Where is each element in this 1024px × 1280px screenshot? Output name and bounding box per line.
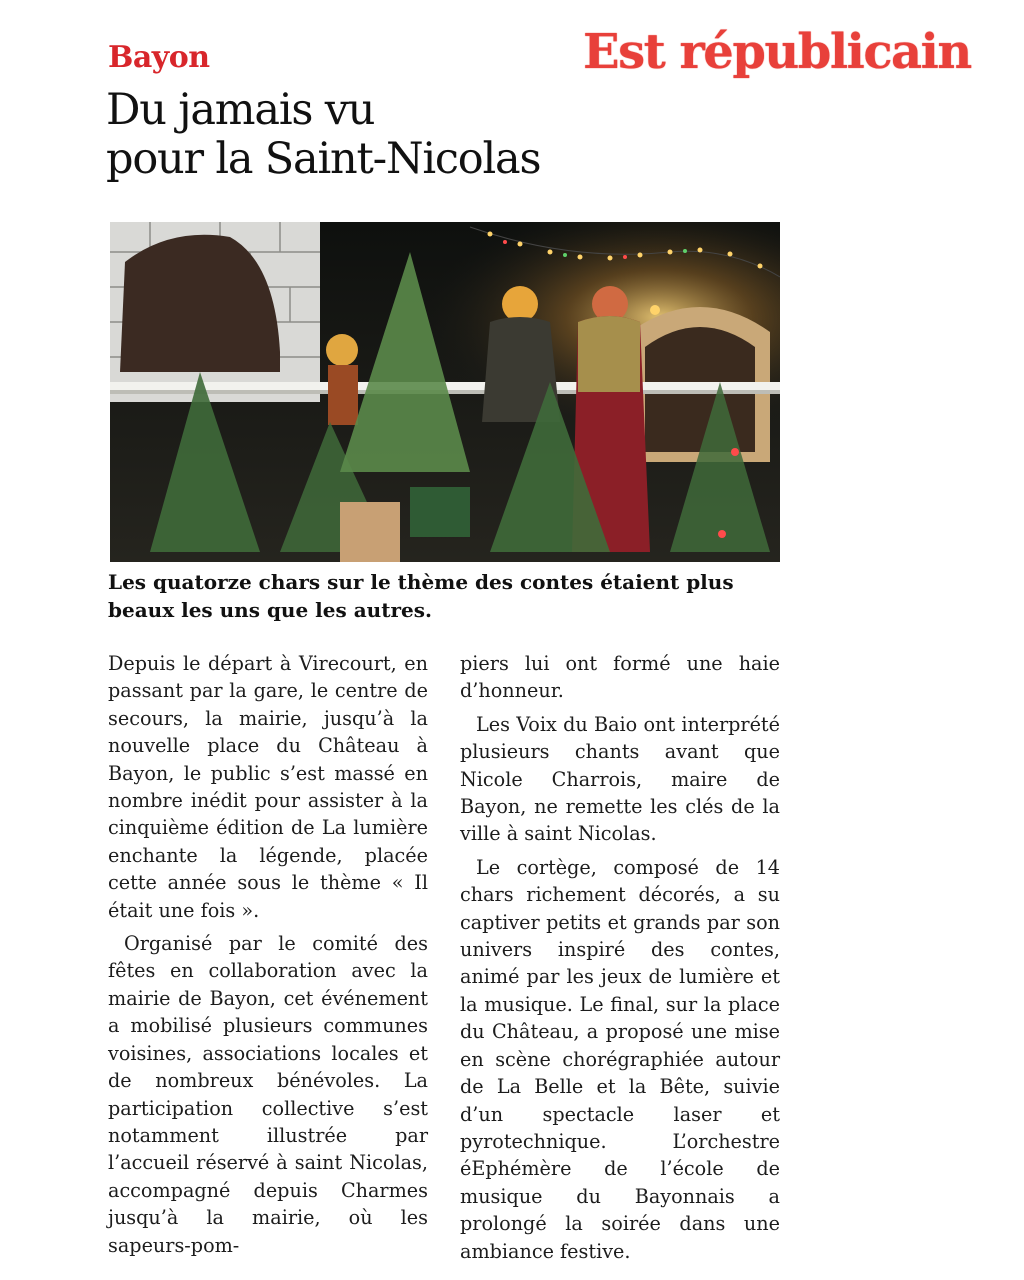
section-kicker: Bayon bbox=[108, 40, 210, 75]
article-column-left bbox=[108, 650, 428, 1265]
article-paragraph: Depuis le départ à Virecourt, en passant par la gare, le centre de secours, la mairie, jusqu’à la nouvelle place du Château à Bayon, le public s’est massé en nombre inédit pour assister à la cinquième édition de La lumière enchante la légende, placée cette année sous le thème « Il était une fois ». bbox=[108, 652, 428, 922]
article-photo bbox=[110, 222, 780, 562]
article-column-right bbox=[460, 650, 780, 1271]
headline bbox=[106, 86, 806, 184]
article-paragraph: Le cortège, composé de 14 chars richement décorés, a su captiver petits et grands par son univers inspiré des contes, animé par les jeux de lumière et la musique. Le final, sur la place du Château, a proposé une mise en scène chorégraphiée autour de La Belle et la Bête, suivie d’un spectacle laser et pyrotechnique. L’orchestre éEphémère de l’école de musique du Bayonnais a prolongé la soirée dans une ambiance festive. bbox=[460, 855, 780, 1263]
article-paragraph: Organisé par le comité des fêtes en collaboration avec la mairie de Bayon, cet événement a mobilisé plusieurs communes voisines, associations locales et de nombreux bénévoles. La participation collective s’est notamment illustrée par l’accueil réservé à saint Nicolas, accompagné depuis Charmes jusqu’à la mairie, où les sapeurs-pom- bbox=[108, 932, 428, 1257]
article-paragraph: Les Voix du Baio ont interprété plusieurs chants avant que Nicole Charrois, maire de Bayon, ne remette les clés de la ville à saint Nicolas. bbox=[460, 712, 780, 846]
newspaper-logo: Est républicain bbox=[583, 24, 971, 80]
headline-line-2: pour la Saint-Nicolas bbox=[106, 134, 541, 184]
article-paragraph: piers lui ont formé une haie d’honneur. bbox=[460, 652, 780, 703]
parade-float-illustration bbox=[110, 222, 780, 562]
photo-caption: Les quatorze chars sur le thème des contes étaient plus beaux les uns que les autres. bbox=[108, 570, 734, 622]
headline-line-1: Du jamais vu bbox=[106, 85, 375, 135]
